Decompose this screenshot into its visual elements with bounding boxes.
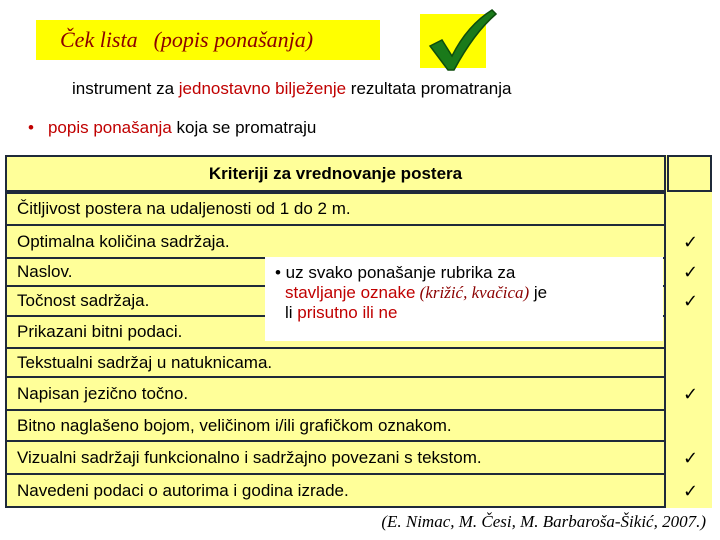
table-row xyxy=(5,224,712,259)
table-row xyxy=(5,440,712,475)
table-row xyxy=(5,409,712,442)
criterion-label: Naslov. xyxy=(5,257,666,287)
subtitle-pre: instrument za xyxy=(72,79,179,98)
note-text-3-red: prisutno ili ne xyxy=(297,303,398,322)
note-bullet: • xyxy=(275,263,281,282)
note-box xyxy=(265,257,663,341)
check-cell xyxy=(669,285,712,317)
note-line-1 xyxy=(275,263,655,283)
slide-title xyxy=(36,20,380,60)
check-cell xyxy=(669,440,712,475)
check-cell xyxy=(669,315,712,349)
table-row xyxy=(5,473,712,508)
title-part-1: Ček lista xyxy=(60,27,138,52)
citation: (E. Nimac, M. Česi, M. Barbaroša-Šikić, 2007.) xyxy=(381,512,706,531)
subtitle-highlight: jednostavno bilježenje xyxy=(178,79,347,98)
check-cell xyxy=(669,192,712,226)
criterion-label: Tekstualni sadržaj u natuknicama. xyxy=(5,347,666,378)
subtitle xyxy=(72,79,511,99)
title-part-2: (popis ponašanja) xyxy=(153,27,314,52)
table-header-row xyxy=(5,155,712,192)
check-cell xyxy=(669,224,712,259)
bullet-post: koja se promatraju xyxy=(171,118,317,137)
note-text-3-pre: li xyxy=(285,303,298,322)
note-text-2-italic: (križić, kvačica) xyxy=(415,283,530,302)
check-cell xyxy=(669,257,712,287)
check-cell xyxy=(669,409,712,442)
criterion-label: Navedeni podaci o autorima i godina izrade. xyxy=(5,473,666,508)
table-header-check-cell xyxy=(667,155,712,192)
check-cell xyxy=(669,347,712,378)
note-text-2-red: stavljanje oznake xyxy=(285,283,416,302)
criterion-label: Čitljivost postera na udaljenosti od 1 do 2 m. xyxy=(5,192,666,226)
table-row xyxy=(5,192,712,226)
criterion-label: Bitno naglašeno bojom, veličinom i/ili grafičkom oznakom. xyxy=(5,409,666,442)
criterion-label: Prikazani bitni podaci. xyxy=(5,315,666,349)
bullet-marker: • xyxy=(28,118,34,137)
checkmark-icon xyxy=(420,14,486,68)
bullet-item xyxy=(28,118,316,138)
note-line-3 xyxy=(275,303,655,323)
criterion-label: Točnost sadržaja. xyxy=(5,285,666,317)
checkmark-icon: ✓ xyxy=(682,480,699,501)
checkmark-icon: ✓ xyxy=(682,383,699,404)
note-line-2 xyxy=(275,283,655,303)
check-cell xyxy=(669,376,712,411)
checkmark-icon: ✓ xyxy=(682,231,699,252)
criterion-label: Vizualni sadržaji funkcionalno i sadržajno povezani s tekstom. xyxy=(5,440,666,475)
checkmark-icon: ✓ xyxy=(682,447,699,468)
table-row xyxy=(5,376,712,411)
note-text-2-post: je xyxy=(529,283,548,302)
checkmark-icon: ✓ xyxy=(682,291,699,311)
checkmark-icon: ✓ xyxy=(682,262,699,282)
subtitle-post: rezultata promatranja xyxy=(346,79,512,98)
table-row xyxy=(5,347,712,378)
note-text-1: uz svako ponašanje rubrika za xyxy=(280,263,516,282)
criterion-label: Napisan jezično točno. xyxy=(5,376,666,411)
criterion-label: Optimalna količina sadržaja. xyxy=(5,224,666,259)
check-cell xyxy=(669,473,712,508)
bullet-highlight: popis ponašanja xyxy=(47,118,172,137)
table-header: Kriteriji za vrednovanje postera xyxy=(5,155,666,192)
